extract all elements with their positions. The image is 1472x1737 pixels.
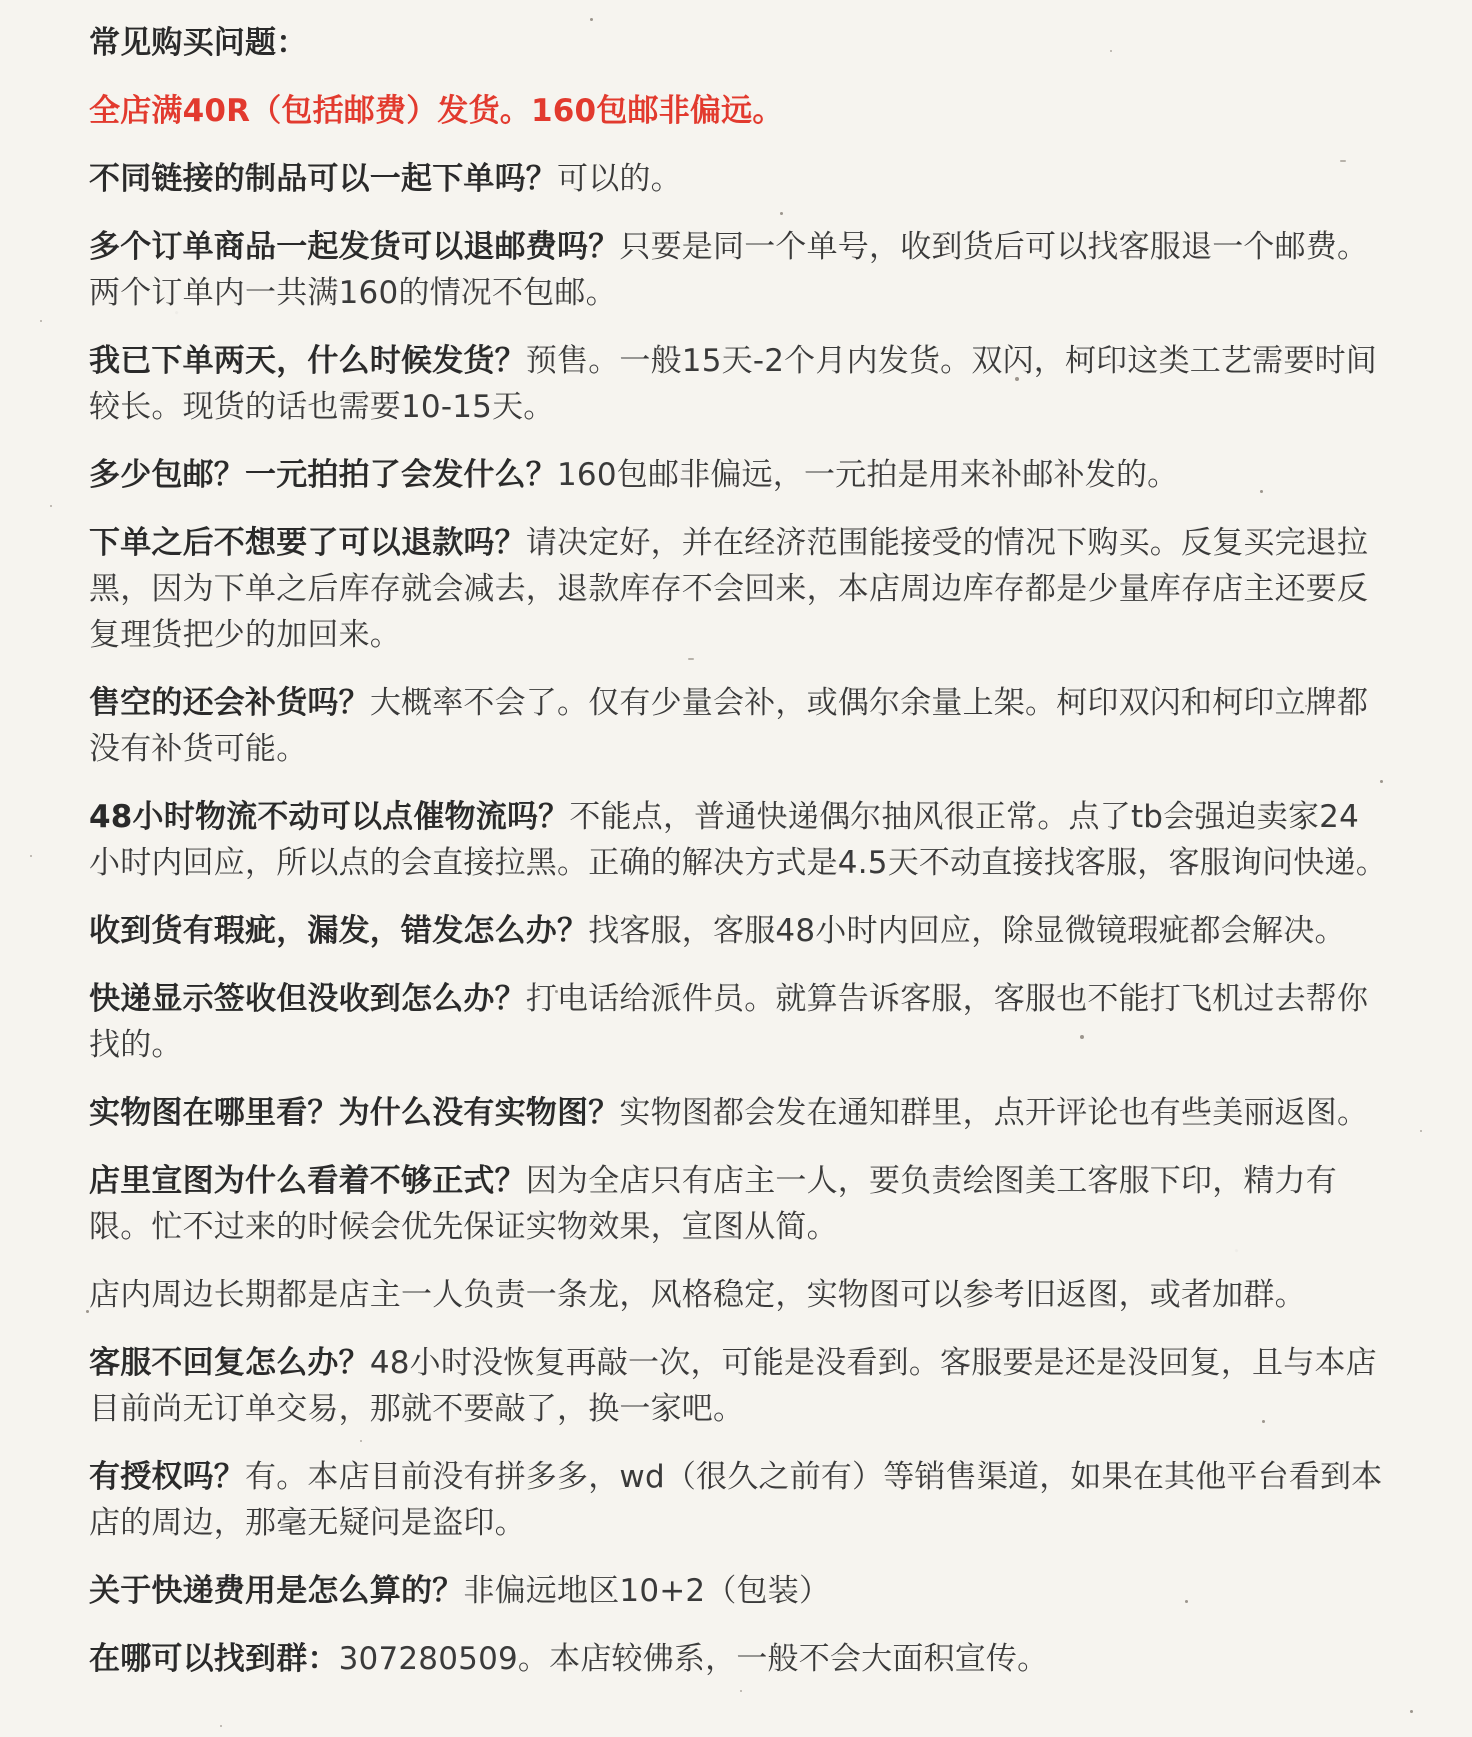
faq-answer: 160包邮非偏远，一元拍是用来补邮补发的。 bbox=[557, 457, 1179, 493]
faq-question: 不同链接的制品可以一起下单吗？ bbox=[89, 161, 557, 197]
faq-answer: 请决定好，并在经济范围能接受的情况下购买。反复买完退拉黑，因为下单之后库存就会减去，退款库存不会回来，本店周边库存都是少量库存店主还要反复理货把少的加回来。 bbox=[89, 525, 1369, 653]
faq-item bbox=[89, 908, 1389, 954]
faq-answer: 找客服，客服48小时内回应，除显微镜瑕疵都会解决。 bbox=[588, 913, 1346, 949]
faq-question: 48小时物流不动可以点催物流吗？ bbox=[89, 799, 570, 835]
faq-question: 我已下单两天，什么时候发货？ bbox=[89, 343, 526, 379]
faq-answer: 可以的。 bbox=[557, 161, 682, 197]
faq-question: 有授权吗？ bbox=[89, 1459, 245, 1495]
faq-question: 下单之后不想要了可以退款吗？ bbox=[89, 525, 526, 561]
faq-question: 店里宣图为什么看着不够正式？ bbox=[89, 1163, 526, 1199]
faq-item bbox=[89, 680, 1389, 772]
paper-speck bbox=[1420, 1130, 1422, 1132]
faq-item bbox=[89, 224, 1389, 316]
faq-item bbox=[89, 1090, 1389, 1136]
faq-item bbox=[89, 520, 1389, 658]
faq-item bbox=[89, 976, 1389, 1068]
paper-speck bbox=[30, 855, 32, 857]
paper-speck bbox=[1410, 1710, 1413, 1713]
faq-answer: 307280509。本店较佛系，一般不会大面积宣传。 bbox=[338, 1641, 1049, 1677]
faq-item bbox=[89, 794, 1389, 886]
faq-item bbox=[89, 1340, 1389, 1432]
faq-question: 售空的还会补货吗？ bbox=[89, 685, 370, 721]
shipping-notice-paragraph bbox=[89, 88, 1389, 134]
faq-item bbox=[89, 1568, 1389, 1614]
faq-question: 在哪可以找到群： bbox=[89, 1641, 339, 1677]
shipping-notice: 全店满40R（包括邮费）发货。160包邮非偏远。 bbox=[89, 93, 784, 129]
faq-answer: 打电话给派件员。就算告诉客服，客服也不能打飞机过去帮你找的。 bbox=[89, 981, 1369, 1063]
faq-item bbox=[89, 156, 1389, 202]
faq-heading: 常见购买问题： bbox=[89, 25, 308, 61]
faq-item bbox=[89, 1158, 1389, 1250]
paper-speck bbox=[50, 505, 52, 507]
faq-answer: 实物图都会发在通知群里，点开评论也有些美丽返图。 bbox=[619, 1095, 1369, 1131]
faq-question: 多个订单商品一起发货可以退邮费吗？ bbox=[89, 229, 620, 265]
faq-heading-paragraph bbox=[89, 20, 1389, 66]
faq-document bbox=[89, 20, 1389, 1704]
faq-question: 收到货有瑕疵，漏发，错发怎么办？ bbox=[89, 913, 589, 949]
faq-answer: 因为全店只有店主一人，要负责绘图美工客服下印，精力有限。忙不过来的时候会优先保证实物效果，宣图从简。 bbox=[89, 1163, 1338, 1245]
faq-answer: 店内周边长期都是店主一人负责一条龙，风格稳定，实物图可以参考旧返图，或者加群。 bbox=[89, 1277, 1306, 1313]
faq-item bbox=[89, 1454, 1389, 1546]
paper-speck bbox=[40, 320, 42, 322]
faq-answer: 不能点，普通快递偶尔抽风很正常。点了tb会强迫卖家24小时内回应，所以点的会直接拉黑。正确的解决方式是4.5天不动直接找客服，客服询问快递。 bbox=[89, 799, 1387, 881]
faq-question: 多少包邮？一元拍拍了会发什么？ bbox=[89, 457, 557, 493]
faq-item bbox=[89, 1272, 1389, 1318]
faq-answer: 预售。一般15天-2个月内发货。双闪，柯印这类工艺需要时间较长。现货的话也需要10-15天。 bbox=[89, 343, 1377, 425]
faq-item bbox=[89, 452, 1389, 498]
faq-answer: 48小时没恢复再敲一次，可能是没看到。客服要是还是没回复，且与本店目前尚无订单交易，那就不要敲了，换一家吧。 bbox=[89, 1345, 1377, 1427]
paper-speck bbox=[220, 1725, 222, 1727]
faq-answer: 大概率不会了。仅有少量会补，或偶尔余量上架。柯印双闪和柯印立牌都没有补货可能。 bbox=[89, 685, 1369, 767]
faq-answer: 只要是同一个单号，收到货后可以找客服退一个邮费。两个订单内一共满160的情况不包邮。 bbox=[89, 229, 1369, 311]
faq-question: 实物图在哪里看？为什么没有实物图？ bbox=[89, 1095, 620, 1131]
faq-question: 快递显示签收但没收到怎么办？ bbox=[89, 981, 526, 1017]
faq-question: 客服不回复怎么办？ bbox=[89, 1345, 370, 1381]
faq-question: 关于快递费用是怎么算的？ bbox=[89, 1573, 464, 1609]
faq-answer: 非偏远地区10+2（包装） bbox=[463, 1573, 831, 1609]
faq-item bbox=[89, 338, 1389, 430]
faq-item bbox=[89, 1636, 1389, 1682]
faq-answer: 有。本店目前没有拼多多，wd（很久之前有）等销售渠道，如果在其他平台看到本店的周边，那毫无疑问是盗印。 bbox=[89, 1459, 1383, 1541]
